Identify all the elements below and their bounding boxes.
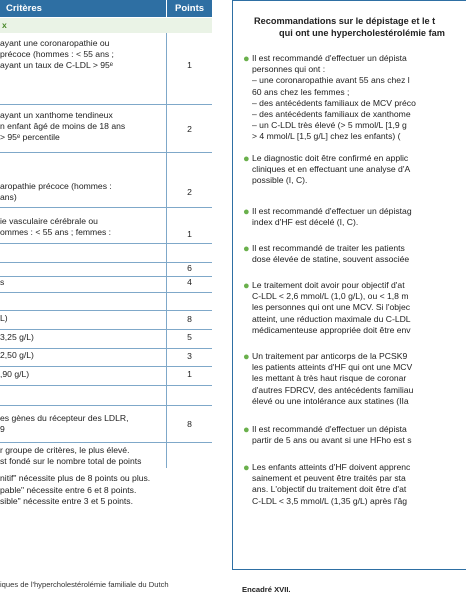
table-subheader: x bbox=[0, 18, 212, 33]
header-separator bbox=[166, 0, 167, 17]
row-divider bbox=[0, 292, 212, 293]
row-divider bbox=[0, 385, 212, 386]
row-divider bbox=[0, 152, 212, 153]
table-row: 3,25 g/L) 5 bbox=[0, 332, 192, 342]
bullet-icon: ● bbox=[243, 153, 250, 165]
row-divider bbox=[0, 104, 212, 105]
table-row: ayant une coronaropathie ou précoce (hommes : < 55 ans ; ayant un taux de C-LDL > 95ᵉ 1 bbox=[0, 38, 192, 71]
bullet-icon: ● bbox=[243, 206, 250, 218]
criteria-column-header: Critères bbox=[6, 3, 42, 14]
bullet-icon: ● bbox=[243, 280, 250, 292]
box-title: Recommandations sur le dépistage et le t qui ont une hypercholestérolémie fam bbox=[254, 16, 445, 38]
table-row: aropathie précoce (hommes : ans) 2 bbox=[0, 181, 192, 203]
table-row: 2,50 g/L) 3 bbox=[0, 350, 192, 361]
box-label: Encadré XVII. bbox=[242, 585, 291, 594]
row-divider bbox=[0, 207, 212, 208]
column-divider bbox=[166, 33, 167, 468]
row-divider bbox=[0, 442, 212, 443]
table-row: L) 8 bbox=[0, 313, 192, 324]
recommendation-item: ● Il est recommandé d'effectuer un dépista personnes qui ont : – une coronaropathie avant 55 ans chez l 60 ans chez les femmes ; – des antécédents familiaux de MCV préco – des antécédents familiaux de xanthome – un C-LDL très élevé (> 5 mmol/L [1,9 g > 4 mmol/L [1,5 g/L] chez les enfants) ( bbox=[243, 53, 416, 142]
criteria-table bbox=[0, 0, 212, 600]
table-row: s 4 bbox=[0, 277, 192, 287]
table-row: ,90 g/L) 1 bbox=[0, 369, 192, 379]
recommendation-item: ● Un traitement par anticorps de la PCSK9 les patients atteints d'HF qui ont une MCV les mettant à très haut risque de coronar d'autres FDRCV, des antécédents familiau élevé ou une intolérance aux statines (IIa bbox=[243, 351, 414, 406]
row-divider bbox=[0, 329, 212, 330]
recommendation-item: ● Le traitement doit avoir pour objectif d'at C-LDL < 2,6 mmol/L (1,0 g/L), ou < 1,8 m les personnes qui ont une MCV. Si l'objec atteint, une réduction maximale du C-LDL médicamenteuse appropriée doit être env bbox=[243, 280, 411, 335]
table-header bbox=[0, 0, 212, 17]
table-caption: iques de l'hypercholestérolémie familiale du Dutch bbox=[0, 580, 169, 589]
recommendation-item: ● Les enfants atteints d'HF doivent apprenc sainement et peuvent être traités par sta ans. L'objectif du traitement doit être d'at C-LDL < 3,5 mmol/L (1,35 g/L) après l'âg bbox=[243, 462, 411, 506]
bullet-icon: ● bbox=[243, 424, 250, 436]
recommendation-item: ● Le diagnostic doit être confirmé en applic cliniques et en effectuant une analyse d'A possible (I, C). bbox=[243, 153, 411, 186]
row-divider bbox=[0, 243, 212, 244]
recommendation-item: ● Il est recommandé d'effectuer un dépista partir de 5 ans ou avant si une HFho est s bbox=[243, 424, 412, 446]
row-divider bbox=[0, 366, 212, 367]
table-row: 6 bbox=[187, 263, 192, 273]
bullet-icon: ● bbox=[243, 243, 250, 255]
row-divider bbox=[0, 310, 212, 311]
points-column-header: Points bbox=[175, 3, 205, 14]
row-divider bbox=[0, 405, 212, 406]
table-row: es gènes du récepteur des LDLR, 9 8 bbox=[0, 413, 192, 435]
recommendation-item: ● Il est recommandé d'effectuer un dépistag index d'HF est décelé (I, C). bbox=[243, 206, 412, 228]
bullet-icon: ● bbox=[243, 53, 250, 65]
bullet-icon: ● bbox=[243, 351, 250, 363]
recommendation-item: ● Il est recommandé de traiter les patients dose élevée de statine, souvent associée bbox=[243, 243, 410, 265]
bullet-icon: ● bbox=[243, 462, 250, 474]
row-divider bbox=[0, 348, 212, 349]
recommendations-box bbox=[232, 0, 466, 600]
table-row: ie vasculaire cérébrale ou ommes : < 55 ans ; femmes : 1 bbox=[0, 216, 192, 239]
table-footnotes: r groupe de critères, le plus élevé. st fondé sur le nombre total de points nitif" nécessite plus de 8 points ou plus. pable" nécessite entre 6 et 8 points. sible" nécessite entre 3 et 5 points. bbox=[0, 445, 151, 506]
table-row: ayant un xanthome tendineux n enfant âgé de moins de 18 ans > 95ᵉ percentile 2 bbox=[0, 110, 192, 143]
